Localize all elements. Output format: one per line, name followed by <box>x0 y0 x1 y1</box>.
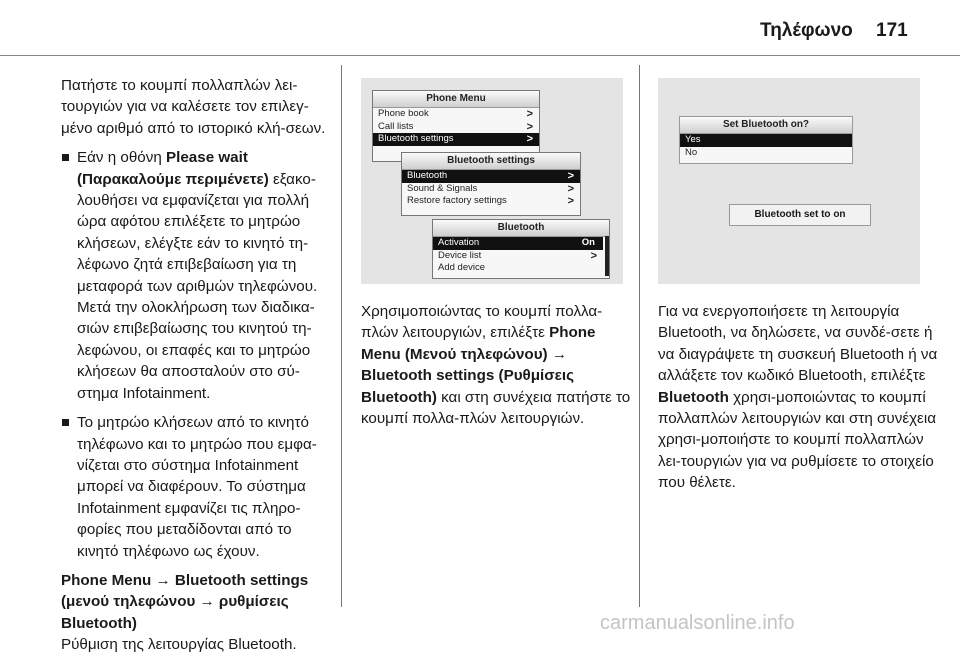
menu-item-selected: Bluetooth settings > <box>373 133 539 146</box>
page-number: 171 <box>876 20 908 41</box>
column-divider <box>639 65 640 607</box>
menu-item-selected: Bluetooth > <box>402 170 580 183</box>
chevron-right-icon: > <box>526 133 533 145</box>
figure-menu-screens <box>361 78 623 284</box>
column-divider <box>341 65 342 607</box>
chevron-right-icon: > <box>567 170 574 182</box>
status-message: Bluetooth set to on <box>729 204 871 226</box>
menu-item: Add device <box>438 262 486 273</box>
menu-item: Phone book > <box>378 108 533 120</box>
bullet-item: Εάν η οθόνη Please wait (Παρακαλούμε περιμένετε) εξακο-λουθήσει να εμφανίζεται για πολλή ώρα αφότου επιλέξετε το μητρώο κλήσεων, ελέγξτε εάν το κινητό τη-λέφωνο ζητά επιβεβαίωση για τη μεταφορά των αριθμών τηλεφώνου. Μετά την ολοκλήρωση των διαδικα-σιών επιβεβαίωσης του κινητού τη-λεφώνου, οι επαφές και το μητρώο κλήσεων θα αποσταλούν στο σύ-στημα Infotainment. <box>61 147 333 404</box>
paragraph: Πατήστε το κουμπί πολλαπλών λει-τουργιών για να καλέσετε τον επιλεγ-μένο αριθμό από το ιστορικό κλή-σεων. <box>61 77 326 137</box>
menu-item: Sound & Signals > <box>407 182 574 195</box>
screen-title: Phone Menu <box>373 91 539 108</box>
bullet-item: Το μητρώο κλήσεων από το κινητό τηλέφωνο και το μητρώο που εμφα-νίζεται στο σύστημα Infotainment μπορεί να διαφέρουν. Το σύστημα Infotainment εμφανίζει τις πληρο-φορίες που μεταδίδονται από το κινητό τηλέφωνο ως έχουν. <box>61 412 333 562</box>
screen-title: Bluetooth <box>433 220 609 237</box>
paragraph: Ρύθμιση της λειτουργίας Bluetooth. <box>61 636 297 654</box>
chevron-right-icon: > <box>526 108 533 120</box>
set-bluetooth-dialog <box>679 116 853 164</box>
column-2 <box>361 301 633 429</box>
dialog-title: Set Bluetooth on? <box>680 117 852 134</box>
arrow-icon: → <box>547 345 568 363</box>
column-1 <box>61 75 333 656</box>
scrollbar <box>605 236 609 276</box>
bluetooth-screen <box>432 219 610 279</box>
menu-item: Device list > <box>438 249 597 262</box>
header-divider <box>0 55 960 56</box>
menu-item: Restore factory settings > <box>407 195 574 207</box>
chevron-right-icon: > <box>567 182 574 195</box>
screen-title: Bluetooth settings <box>402 153 580 170</box>
bold-term: Please wait (Παρακαλούμε περιμένετε) <box>77 149 269 188</box>
bullet-square-icon <box>62 154 69 161</box>
watermark: carmanualsonline.info <box>600 612 795 634</box>
bullet-square-icon <box>62 419 69 426</box>
paragraph: Για να ενεργοποιήσετε τη λειτουργία Bluetooth, να δηλώσετε, να συνδέ-σετε ή να διαγράψετε τη συσκευή Bluetooth ή να αλλάξετε τον κωδικό Bluetooth, επιλέξτε Bluetooth χρησι-μοποιώντας το κουμπί πολλαπλών λειτουργιών και στη συνέχεια χρησι-μοποιήστε το κουμπί πολλαπλών λει-τουργιών για να ρυθμίσετε το στοιχείο που θέλετε. <box>658 303 938 492</box>
bluetooth-settings-screen <box>401 152 581 216</box>
activation-value: On <box>581 237 595 248</box>
figure-bluetooth-on <box>658 78 920 284</box>
section-heading: Phone Menu → Bluetooth settings (μενού τηλεφώνου → ρυθμίσεις Bluetooth) <box>61 571 309 632</box>
menu-item-selected: Activation On <box>433 237 603 250</box>
bullet-list <box>61 147 333 562</box>
menu-item: Call lists > <box>378 120 533 133</box>
option-no: No <box>685 146 698 158</box>
column-3 <box>658 301 938 494</box>
chevron-right-icon: > <box>567 195 574 207</box>
option-yes: Yes <box>680 134 852 147</box>
page-title: Τηλέφωνο <box>760 20 853 41</box>
chevron-right-icon: > <box>526 120 533 133</box>
paragraph: Χρησιμοποιώντας το κουμπί πολλα-πλών λειτουργιών, επιλέξτε Phone Menu (Μενού τηλεφώνου) → Bluetooth settings (Ρυθμίσεις Bluetooth) και στη συνέχεια πατήστε το κουμπί πολλα-πλών λειτουργιών. <box>361 303 631 428</box>
chevron-right-icon: > <box>590 249 597 262</box>
